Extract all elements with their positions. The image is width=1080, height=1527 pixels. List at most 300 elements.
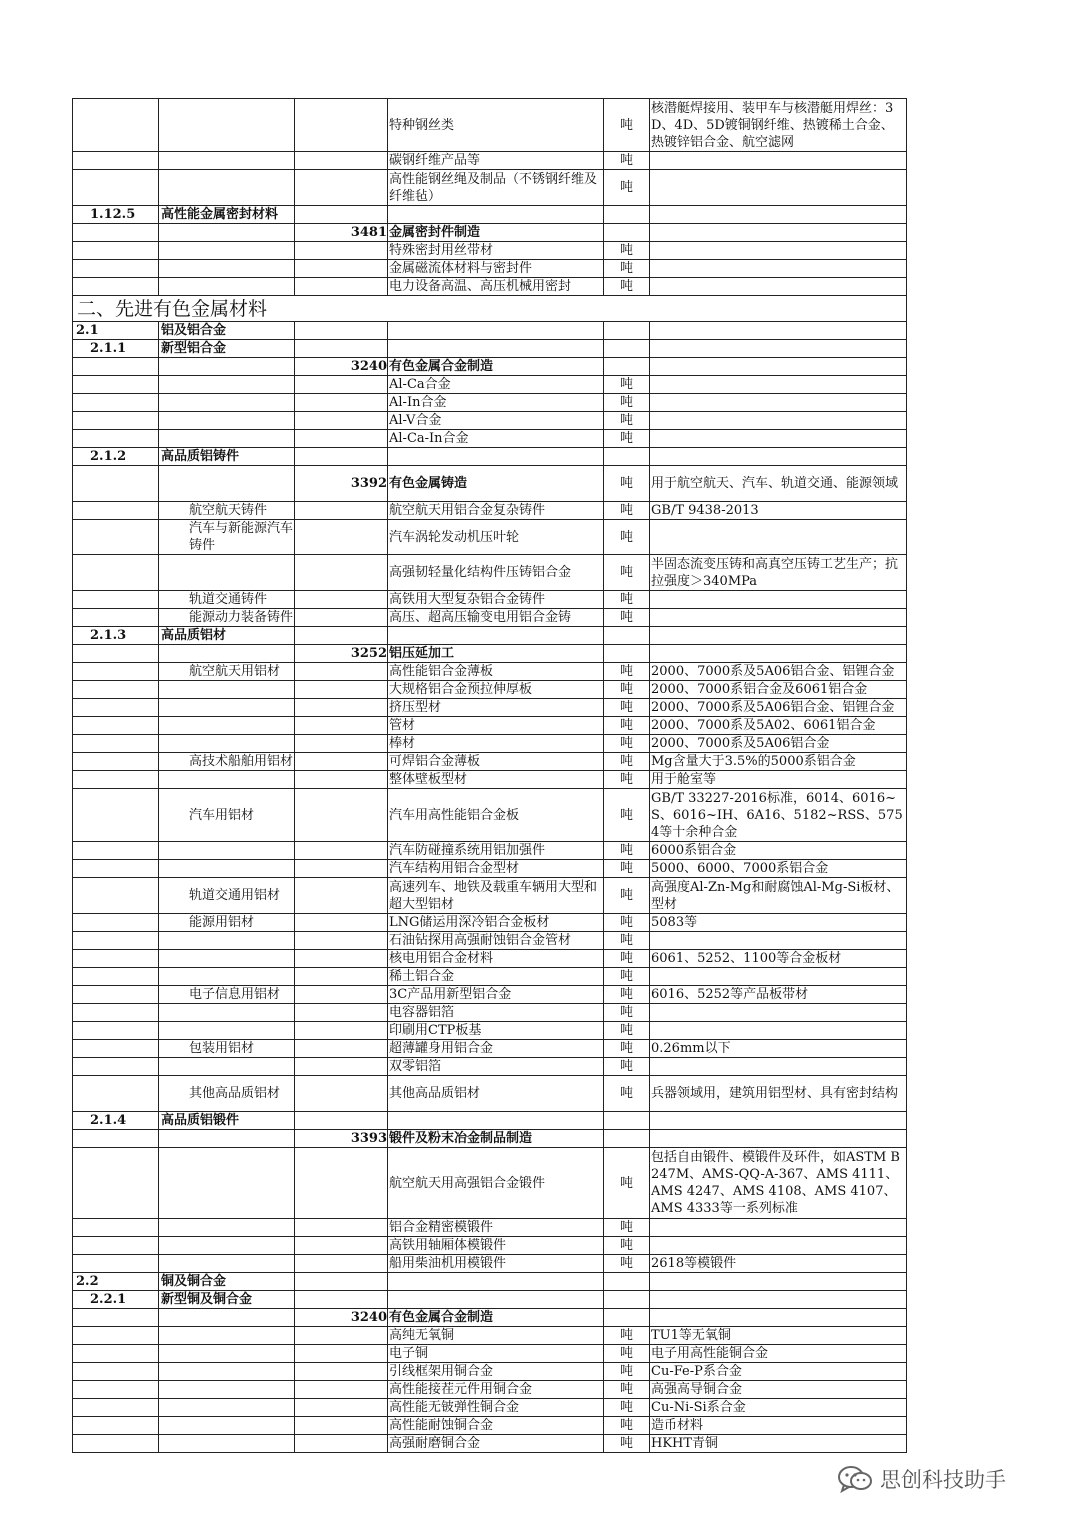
table-row <box>73 296 907 322</box>
industry-code-cell <box>295 986 388 1004</box>
table-row <box>73 609 907 627</box>
industry-code-cell <box>295 1112 388 1130</box>
product-cell: 碳钢纤维产品等 <box>388 152 604 170</box>
note-cell <box>650 394 907 412</box>
code-cell <box>73 1040 159 1058</box>
table-row <box>73 860 907 878</box>
catalog-table <box>72 98 907 1453</box>
category-cell: 高技术船舶用铝材 <box>159 753 295 771</box>
category-cell <box>159 860 295 878</box>
industry-code-cell <box>295 591 388 609</box>
code-cell <box>73 394 159 412</box>
table-row <box>73 591 907 609</box>
table-row <box>73 986 907 1004</box>
code-cell <box>73 412 159 430</box>
note-cell: 半固态流变压铸和高真空压铸工艺生产；抗拉强度＞340MPa <box>650 555 907 591</box>
unit-cell <box>604 1112 650 1130</box>
unit-cell: 吨 <box>604 950 650 968</box>
unit-cell: 吨 <box>604 609 650 627</box>
note-cell <box>650 224 907 242</box>
note-cell <box>650 627 907 645</box>
code-cell <box>73 789 159 842</box>
unit-cell: 吨 <box>604 1399 650 1417</box>
note-cell <box>650 340 907 358</box>
category-cell <box>159 1148 295 1219</box>
unit-cell: 吨 <box>604 394 650 412</box>
product-cell: Al-In合金 <box>388 394 604 412</box>
industry-code-cell <box>295 1435 388 1453</box>
industry-code-cell: 3392 <box>295 466 388 502</box>
note-cell <box>650 645 907 663</box>
category-cell <box>159 1309 295 1327</box>
unit-cell: 吨 <box>604 1148 650 1219</box>
code-cell <box>73 242 159 260</box>
code-cell <box>73 950 159 968</box>
note-cell <box>650 1291 907 1309</box>
industry-code-cell <box>295 699 388 717</box>
unit-cell: 吨 <box>604 1363 650 1381</box>
code-cell <box>73 152 159 170</box>
category-cell: 轨道交通用铝材 <box>159 878 295 914</box>
category-cell: 航空航天铸件 <box>159 502 295 520</box>
product-cell: 核电用铝合金材料 <box>388 950 604 968</box>
note-cell: 兵器领域用，建筑用铝型材、具有密封结构 <box>650 1076 907 1112</box>
industry-code-cell <box>295 555 388 591</box>
note-cell: 用于舱室等 <box>650 771 907 789</box>
category-cell <box>159 735 295 753</box>
table-row <box>73 170 907 206</box>
unit-cell: 吨 <box>604 1004 650 1022</box>
industry-code-cell: 3252 <box>295 645 388 663</box>
product-cell: Al-V合金 <box>388 412 604 430</box>
table-row <box>73 1148 907 1219</box>
product-cell: 3C产品用新型铝合金 <box>388 986 604 1004</box>
industry-code-cell <box>295 1237 388 1255</box>
code-cell <box>73 753 159 771</box>
industry-code-cell <box>295 520 388 555</box>
unit-cell: 吨 <box>604 735 650 753</box>
unit-cell: 吨 <box>604 771 650 789</box>
industry-code-cell <box>295 1004 388 1022</box>
industry-code-cell <box>295 260 388 278</box>
code-cell <box>73 1219 159 1237</box>
table-row <box>73 99 907 152</box>
code-cell <box>73 1130 159 1148</box>
category-cell: 高品质铝铸件 <box>159 448 295 466</box>
unit-cell: 吨 <box>604 242 650 260</box>
product-cell: 其他高品质铝材 <box>388 1076 604 1112</box>
category-cell <box>159 932 295 950</box>
product-cell: 铝合金精密模锻件 <box>388 1219 604 1237</box>
table-row <box>73 699 907 717</box>
watermark <box>836 1462 1006 1496</box>
industry-code-cell <box>295 394 388 412</box>
table-row <box>73 1363 907 1381</box>
code-cell <box>73 224 159 242</box>
note-cell: 2000、7000系及5A02、6061铝合金 <box>650 717 907 735</box>
category-cell: 包装用铝材 <box>159 1040 295 1058</box>
table-row <box>73 520 907 555</box>
note-cell: 2000、7000系及5A06铝合金 <box>650 735 907 753</box>
product-cell: 整体壁板型材 <box>388 771 604 789</box>
industry-code-cell <box>295 1076 388 1112</box>
product-cell: 引线框架用铜合金 <box>388 1363 604 1381</box>
unit-cell: 吨 <box>604 878 650 914</box>
category-cell <box>159 260 295 278</box>
category-cell <box>159 968 295 986</box>
category-cell: 能源动力装备铸件 <box>159 609 295 627</box>
note-cell: GB/T 33227-2016标准，6014、6016~S、6016~IH、6A16、5182~RSS、5754等十余种合金 <box>650 789 907 842</box>
industry-code-cell <box>295 340 388 358</box>
product-cell <box>388 206 604 224</box>
industry-code-cell <box>295 968 388 986</box>
note-cell: 包括自由锻件、模锻件及环件，如ASTM B247M、AMS-QQ-A-367、AMS 4111、AMS 4247、AMS 4108、AMS 4107、AMS 4333等一系列标准 <box>650 1148 907 1219</box>
table-row <box>73 1130 907 1148</box>
code-cell: 2.1.1 <box>73 340 159 358</box>
code-cell <box>73 1381 159 1399</box>
code-cell <box>73 914 159 932</box>
product-cell <box>388 322 604 340</box>
note-cell <box>650 1273 907 1291</box>
category-cell <box>159 1022 295 1040</box>
watermark-text: 思创科技助手 <box>880 1468 1006 1492</box>
industry-code-cell <box>295 1363 388 1381</box>
unit-cell: 吨 <box>604 1435 650 1453</box>
note-cell <box>650 520 907 555</box>
industry-code-cell <box>295 502 388 520</box>
category-cell <box>159 645 295 663</box>
unit-cell: 吨 <box>604 914 650 932</box>
unit-cell: 吨 <box>604 376 650 394</box>
unit-cell: 吨 <box>604 430 650 448</box>
code-cell <box>73 645 159 663</box>
industry-code-cell <box>295 1327 388 1345</box>
unit-cell: 吨 <box>604 412 650 430</box>
unit-cell <box>604 340 650 358</box>
note-cell: 6016、5252等产品板带材 <box>650 986 907 1004</box>
unit-cell <box>604 1291 650 1309</box>
category-cell: 新型铜及铜合金 <box>159 1291 295 1309</box>
industry-code-cell <box>295 932 388 950</box>
category-cell <box>159 170 295 206</box>
product-cell: 电容器铝箔 <box>388 1004 604 1022</box>
unit-cell <box>604 206 650 224</box>
code-cell <box>73 968 159 986</box>
note-cell: GB/T 9438-2013 <box>650 502 907 520</box>
industry-code-cell <box>295 206 388 224</box>
industry-code-cell <box>295 1399 388 1417</box>
note-cell <box>650 1309 907 1327</box>
table-row <box>73 645 907 663</box>
industry-code-cell: 3393 <box>295 1130 388 1148</box>
unit-cell: 吨 <box>604 1076 650 1112</box>
category-cell: 铝及铝合金 <box>159 322 295 340</box>
table-row <box>73 466 907 502</box>
code-cell: 2.1.2 <box>73 448 159 466</box>
table-row <box>73 358 907 376</box>
unit-cell: 吨 <box>604 932 650 950</box>
unit-cell <box>604 448 650 466</box>
code-cell <box>73 1435 159 1453</box>
industry-code-cell: 3240 <box>295 1309 388 1327</box>
code-cell <box>73 99 159 152</box>
category-cell <box>159 242 295 260</box>
category-cell <box>159 1255 295 1273</box>
table-row <box>73 448 907 466</box>
product-cell: 特殊密封用丝带材 <box>388 242 604 260</box>
code-cell <box>73 717 159 735</box>
product-cell: 汽车结构用铝合金型材 <box>388 860 604 878</box>
category-cell: 航空航天用铝材 <box>159 663 295 681</box>
table-row <box>73 735 907 753</box>
table-row <box>73 717 907 735</box>
industry-code-cell <box>295 278 388 296</box>
category-cell <box>159 1219 295 1237</box>
note-cell: 5000、6000、7000系铝合金 <box>650 860 907 878</box>
note-cell: 2000、7000系铝合金及6061铝合金 <box>650 681 907 699</box>
code-cell <box>73 1058 159 1076</box>
code-cell <box>73 681 159 699</box>
category-cell <box>159 358 295 376</box>
table-row <box>73 1112 907 1130</box>
note-cell: 6061、5252、1100等合金板材 <box>650 950 907 968</box>
category-cell <box>159 1381 295 1399</box>
code-cell <box>73 932 159 950</box>
code-cell <box>73 502 159 520</box>
table-row <box>73 555 907 591</box>
note-cell <box>650 1004 907 1022</box>
product-cell: 航空航天用高强铝合金锻件 <box>388 1148 604 1219</box>
table-row <box>73 627 907 645</box>
note-cell <box>650 412 907 430</box>
code-cell: 2.1 <box>73 322 159 340</box>
industry-code-cell <box>295 1058 388 1076</box>
industry-code-cell <box>295 152 388 170</box>
note-cell <box>650 152 907 170</box>
unit-cell: 吨 <box>604 681 650 699</box>
code-cell <box>73 466 159 502</box>
product-cell <box>388 1291 604 1309</box>
product-cell: 有色金属合金制造 <box>388 1309 604 1327</box>
note-cell <box>650 358 907 376</box>
table-row <box>73 914 907 932</box>
section-heading: 二、先进有色金属材料 <box>73 296 907 322</box>
industry-code-cell <box>295 609 388 627</box>
unit-cell: 吨 <box>604 1237 650 1255</box>
note-cell: 用于航空航天、汽车、轨道交通、能源领域 <box>650 466 907 502</box>
table-row <box>73 1327 907 1345</box>
product-cell: 高性能钢丝绳及制品（不锈钢纤维及纤维毡） <box>388 170 604 206</box>
product-cell: 高强耐磨铜合金 <box>388 1435 604 1453</box>
code-cell <box>73 1345 159 1363</box>
code-cell <box>73 860 159 878</box>
note-cell: 高强高导铜合金 <box>650 1381 907 1399</box>
table-row <box>73 502 907 520</box>
category-cell <box>159 1345 295 1363</box>
unit-cell: 吨 <box>604 986 650 1004</box>
product-cell: 高强韧轻量化结构件压铸铝合金 <box>388 555 604 591</box>
category-cell <box>159 1004 295 1022</box>
industry-code-cell <box>295 663 388 681</box>
industry-code-cell <box>295 242 388 260</box>
product-cell: 金属密封件制造 <box>388 224 604 242</box>
industry-code-cell <box>295 627 388 645</box>
category-cell <box>159 1363 295 1381</box>
product-cell: 挤压型材 <box>388 699 604 717</box>
table-row <box>73 968 907 986</box>
table-row <box>73 1345 907 1363</box>
code-cell <box>73 1417 159 1435</box>
industry-code-cell <box>295 430 388 448</box>
unit-cell: 吨 <box>604 1219 650 1237</box>
industry-code-cell <box>295 914 388 932</box>
note-cell <box>650 322 907 340</box>
unit-cell: 吨 <box>604 170 650 206</box>
category-cell <box>159 555 295 591</box>
note-cell: 2000、7000系及5A06铝合金、铝锂合金 <box>650 663 907 681</box>
unit-cell: 吨 <box>604 591 650 609</box>
category-cell <box>159 842 295 860</box>
category-cell <box>159 717 295 735</box>
product-cell: 管材 <box>388 717 604 735</box>
industry-code-cell <box>295 753 388 771</box>
industry-code-cell <box>295 1273 388 1291</box>
product-cell: 高纯无氧铜 <box>388 1327 604 1345</box>
note-cell: Mg含量大于3.5%的5000系铝合金 <box>650 753 907 771</box>
table-row <box>73 206 907 224</box>
product-cell <box>388 340 604 358</box>
product-cell: 高性能无铍弹性铜合金 <box>388 1399 604 1417</box>
table-row <box>73 1022 907 1040</box>
industry-code-cell: 3240 <box>295 358 388 376</box>
category-cell <box>159 99 295 152</box>
product-cell <box>388 627 604 645</box>
code-cell <box>73 699 159 717</box>
table-row <box>73 1219 907 1237</box>
table-row <box>73 224 907 242</box>
unit-cell: 吨 <box>604 753 650 771</box>
table-row <box>73 260 907 278</box>
industry-code-cell <box>295 1417 388 1435</box>
wechat-icon <box>836 1464 874 1494</box>
table-row <box>73 278 907 296</box>
category-cell: 高品质铝材 <box>159 627 295 645</box>
code-cell <box>73 842 159 860</box>
code-cell <box>73 555 159 591</box>
table-row <box>73 412 907 430</box>
category-cell: 汽车与新能源汽车铸件 <box>159 520 295 555</box>
category-cell <box>159 771 295 789</box>
product-cell: Al-Ca-In合金 <box>388 430 604 448</box>
category-cell <box>159 1237 295 1255</box>
category-cell: 汽车用铝材 <box>159 789 295 842</box>
note-cell <box>650 1219 907 1237</box>
note-cell: 造币材料 <box>650 1417 907 1435</box>
note-cell: 2618等模锻件 <box>650 1255 907 1273</box>
unit-cell: 吨 <box>604 1327 650 1345</box>
code-cell <box>73 260 159 278</box>
industry-code-cell <box>295 950 388 968</box>
note-cell: 核潜艇焊接用、装甲车与核潜艇用焊丝：3D、4D、5D镀铜钢纤维、热镀稀土合金、热镀锌铝合金、航空滤网 <box>650 99 907 152</box>
industry-code-cell <box>295 1148 388 1219</box>
table-row <box>73 1381 907 1399</box>
code-cell <box>73 609 159 627</box>
unit-cell: 吨 <box>604 1058 650 1076</box>
code-cell: 2.2 <box>73 1273 159 1291</box>
note-cell <box>650 932 907 950</box>
unit-cell: 吨 <box>604 968 650 986</box>
industry-code-cell <box>295 878 388 914</box>
unit-cell: 吨 <box>604 502 650 520</box>
table-row <box>73 340 907 358</box>
category-cell: 其他高品质铝材 <box>159 1076 295 1112</box>
category-cell <box>159 430 295 448</box>
unit-cell: 吨 <box>604 466 650 502</box>
industry-code-cell <box>295 1219 388 1237</box>
code-cell <box>73 520 159 555</box>
note-cell: Cu-Fe-P系合金 <box>650 1363 907 1381</box>
code-cell <box>73 358 159 376</box>
note-cell <box>650 609 907 627</box>
code-cell <box>73 376 159 394</box>
note-cell <box>650 1237 907 1255</box>
product-cell: 高性能铝合金薄板 <box>388 663 604 681</box>
product-cell: 高铁用轴厢体模锻件 <box>388 1237 604 1255</box>
industry-code-cell <box>295 322 388 340</box>
table-row <box>73 1291 907 1309</box>
note-cell <box>650 430 907 448</box>
product-cell: 汽车涡轮发动机压叶轮 <box>388 520 604 555</box>
table-row <box>73 878 907 914</box>
code-cell <box>73 170 159 206</box>
industry-code-cell <box>295 789 388 842</box>
unit-cell: 吨 <box>604 1255 650 1273</box>
product-cell: 大规格铝合金预拉伸厚板 <box>388 681 604 699</box>
industry-code-cell <box>295 376 388 394</box>
table-row <box>73 789 907 842</box>
code-cell <box>73 591 159 609</box>
product-cell: 电子铜 <box>388 1345 604 1363</box>
category-cell <box>159 1435 295 1453</box>
table-row <box>73 394 907 412</box>
product-cell: 双零铝箔 <box>388 1058 604 1076</box>
code-cell <box>73 986 159 1004</box>
table-row <box>73 152 907 170</box>
unit-cell: 吨 <box>604 520 650 555</box>
industry-code-cell <box>295 681 388 699</box>
category-cell: 电子信息用铝材 <box>159 986 295 1004</box>
note-cell: 0.26mm以下 <box>650 1040 907 1058</box>
unit-cell <box>604 645 650 663</box>
code-cell <box>73 1004 159 1022</box>
code-cell <box>73 1327 159 1345</box>
unit-cell: 吨 <box>604 555 650 591</box>
category-cell <box>159 1327 295 1345</box>
code-cell <box>73 663 159 681</box>
table-row <box>73 842 907 860</box>
category-cell <box>159 412 295 430</box>
unit-cell <box>604 627 650 645</box>
industry-code-cell <box>295 717 388 735</box>
category-cell <box>159 152 295 170</box>
code-cell <box>73 278 159 296</box>
table-row <box>73 771 907 789</box>
table-row <box>73 1058 907 1076</box>
note-cell <box>650 1058 907 1076</box>
product-cell: 有色金属合金制造 <box>388 358 604 376</box>
product-cell: 印刷用CTP板基 <box>388 1022 604 1040</box>
product-cell: 特种钢丝类 <box>388 99 604 152</box>
